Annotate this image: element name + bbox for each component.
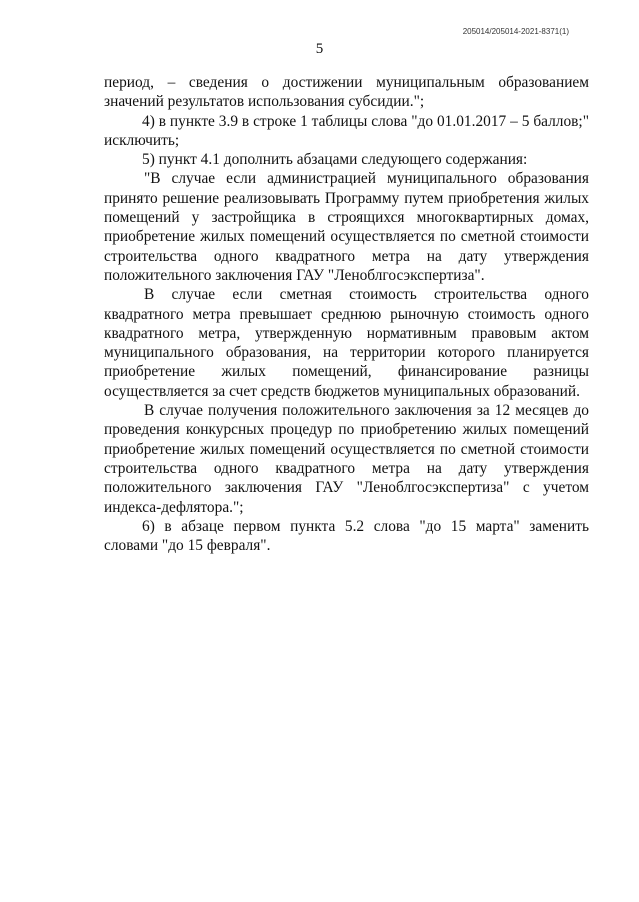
page-number: 5 [315, 41, 324, 57]
document-body [104, 73, 589, 555]
paragraph-quote-2: В случае если сметная стоимость строительства одного квадратного метра превышает среднюю рыночную стоимость одного квадратного метра, утвержденную нормативным правовым актом муниципального образования, на территории которого планируется приобретение жилых помещений, финансирование разницы осуществляется за счет средств бюджетов муниципальных образований. [104, 286, 589, 400]
paragraph-continuation: период, – сведения о достижении муниципальным образованием значений результатов использования субсидии."; [104, 74, 589, 111]
paragraph-item-5: 5) пункт 4.1 дополнить абзацами следующего содержания: [142, 151, 528, 169]
paragraph-item-6: 6) в абзаце первом пункта 5.2 слова "до 15 марта" заменить словами "до 15 февраля". [104, 517, 589, 555]
paragraph-item-4: 4) в пункте 3.9 в строке 1 таблицы слова "до 01.01.2017 – 5 баллов;" исключить; [104, 112, 589, 149]
paragraph-quote-1: "В случае если администрацией муниципального образования принято решение реализовывать Программу путем приобретения жилых помещений у застройщика в строящихся многоквартирных домах, приобретение жилых помещений осуществляется по сметной стоимости строительства одного квадратного метра на дату утверждения положительного заключения ГАУ "Леноблгосэкспертиза". [104, 170, 589, 284]
paragraph-quote-3: В случае получения положительного заключения за 12 месяцев до проведения конкурсных процедур по приобретению жилых помещений приобретение жилых помещений осуществляется по сметной стоимости строительства одного квадратного метра на дату утверждения положительного заключения ГАУ "Леноблгосэкспертиза" с учетом индекса-дефлятора."; [104, 402, 589, 516]
document-id: 205014/205014-2021-8371(1) [462, 27, 569, 36]
